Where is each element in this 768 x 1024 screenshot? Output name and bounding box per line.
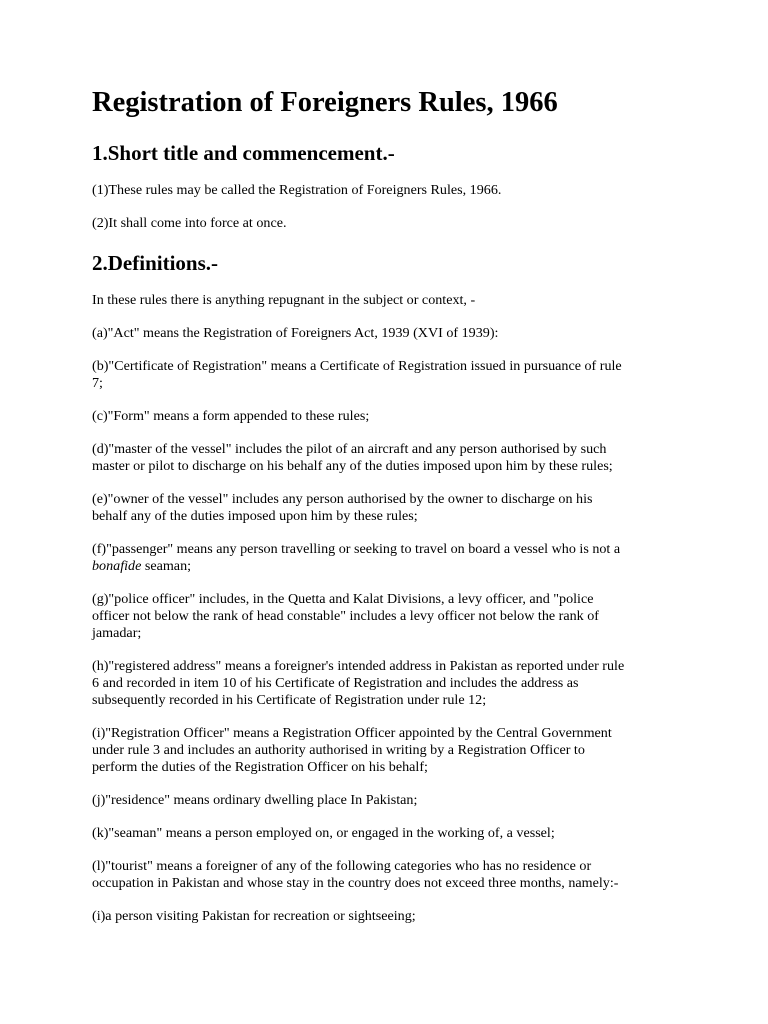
definition-l-line1: (l)"tourist" means a foreigner of any of the following categories who has no residence or (92, 858, 592, 874)
definition-i-line1: (i)"Registration Officer" means a Registration Officer appointed by the Central Government (92, 725, 612, 741)
definition-f-rest: seaman; (141, 558, 192, 574)
definition-g-line3: jamadar; (92, 625, 142, 641)
definition-l (92, 858, 692, 892)
document-page (92, 80, 692, 925)
definition-j: (j)"residence" means ordinary dwelling place In Pakistan; (92, 792, 418, 808)
section-heading-short-title: 1.Short title and commencement.- (92, 141, 395, 165)
definition-i-line3: perform the duties of the Registration Officer on his behalf; (92, 759, 428, 775)
definition-e (92, 491, 692, 525)
definition-b-line2: 7; (92, 375, 103, 391)
section-heading-definitions: 2.Definitions.- (92, 251, 218, 275)
definition-e-line1: (e)"owner of the vessel" includes any person authorised by the owner to discharge on his (92, 491, 593, 507)
paragraph-1-1: (1)These rules may be called the Registration of Foreigners Rules, 1966. (92, 182, 502, 198)
definition-e-line2: behalf any of the duties imposed upon him by these rules; (92, 508, 418, 524)
definition-b (92, 358, 692, 392)
definition-i-line2: under rule 3 and includes an authority authorised in writing by a Registration Officer to (92, 742, 585, 758)
definition-d-line2: master or pilot to discharge on his behalf any of the duties imposed upon him by these rules; (92, 458, 613, 474)
definition-g-line1: (g)"police officer" includes, in the Quetta and Kalat Divisions, a levy officer, and "police (92, 591, 594, 607)
definition-h (92, 658, 692, 709)
definition-f-italic: bonafide (92, 558, 142, 574)
paragraph-1-2: (2)It shall come into force at once. (92, 215, 287, 231)
definitions-intro: In these rules there is anything repugnant in the subject or context, - (92, 292, 476, 308)
definition-h-line2: 6 and recorded in item 10 of his Certificate of Registration and includes the address as (92, 675, 579, 691)
definition-g (92, 591, 692, 642)
definition-k: (k)"seaman" means a person employed on, or engaged in the working of, a vessel; (92, 825, 555, 841)
definition-i (92, 725, 692, 776)
definition-g-line2: officer not below the rank of head constable" includes a levy officer not below the rank of (92, 608, 599, 624)
definition-l-line2: occupation in Pakistan and whose stay in the country does not exceed three months, namely:- (92, 875, 619, 891)
definition-h-line3: subsequently recorded in his Certificate of Registration under rule 12; (92, 692, 487, 708)
definition-h-line1: (h)"registered address" means a foreigner's intended address in Pakistan as reported under rule (92, 658, 625, 674)
definition-a: (a)"Act" means the Registration of Foreigners Act, 1939 (XVI of 1939): (92, 325, 499, 341)
definition-d-line1: (d)"master of the vessel" includes the pilot of an aircraft and any person authorised by such (92, 441, 607, 457)
definition-d (92, 441, 692, 475)
definition-l-subitem-i: (i)a person visiting Pakistan for recreation or sightseeing; (92, 908, 416, 924)
definition-b-line1: (b)"Certificate of Registration" means a Certificate of Registration issued in pursuance of rule (92, 358, 622, 374)
definition-f (92, 541, 692, 575)
definition-f-line1: (f)"passenger" means any person travelling or seeking to travel on board a vessel who is not a (92, 541, 621, 557)
definition-c: (c)"Form" means a form appended to these rules; (92, 408, 370, 424)
document-title: Registration of Foreigners Rules, 1966 (92, 87, 558, 118)
